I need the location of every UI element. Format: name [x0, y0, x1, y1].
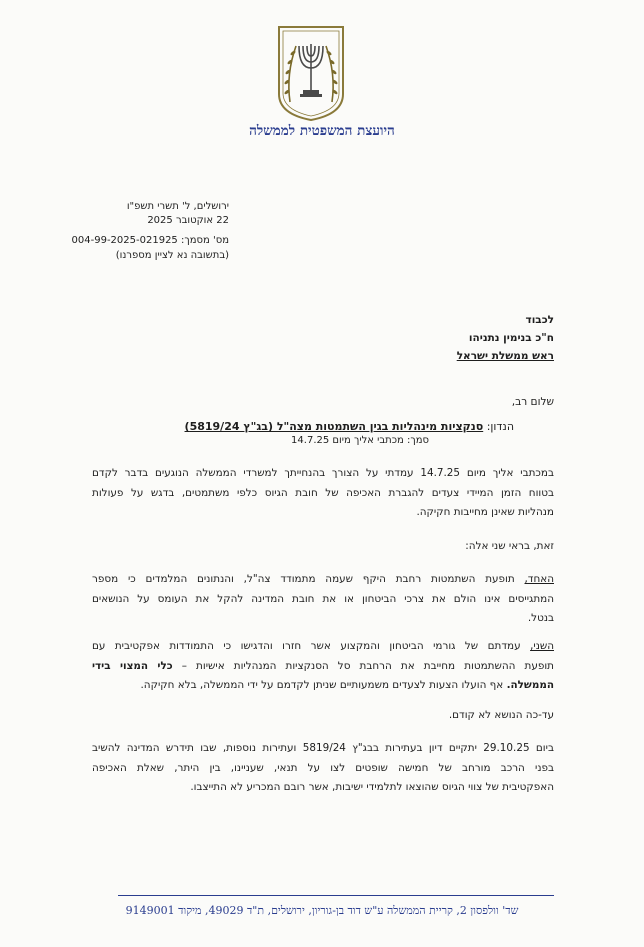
place-date: ירושלים, ל' תשרי תשפ"ו: [126, 201, 229, 212]
recipient-title: ראש ממשלת ישראל: [456, 350, 554, 362]
gregorian-date: 22 אוקטובר 2025: [147, 215, 229, 226]
paragraph-text: תופעת ההשתמטות מחייבת את הרחבת סל הסנקציות המנהליות אישיות –: [172, 659, 554, 672]
subject-line: [185, 420, 514, 433]
recipient-honorific: לכבוד: [525, 314, 554, 326]
footer-divider: [118, 895, 554, 896]
bold-text: כלי המצוי בידי: [92, 659, 173, 672]
paragraph-text: תופעת השתמטות רחבת היקף שעמה מתמודד צה"ל, והנתונים המלמדים כי מספר: [92, 573, 525, 585]
second-point-lead: השני,: [530, 640, 554, 652]
subject-prefix: הנדון:: [486, 420, 514, 433]
document-number: מס' מסמך: 004-99-2025-021925: [71, 235, 229, 246]
paragraph-4: [92, 637, 554, 696]
subject-reference: סמך: מכתבי אליך מיום 14.7.25: [291, 435, 429, 446]
paragraph-5: [92, 706, 554, 726]
paragraph-3: [92, 570, 554, 629]
paragraph-text: אף הועלו הצעות לצעדים משמעותיים שניתן לקדמם על ידי הממשלה, בלא חקיקה.: [140, 679, 507, 691]
paragraph-line: בטווח הזמן המיידי צעדים להגברת האכיפה של חובת הגיוס כלפי משתמטים, בדגש על פעולות: [92, 486, 554, 499]
paragraph-text: עמדתם של גורמי הביטחון והמקצוע אשר חזרו והדגישו כי התמודדות אפקטיבית עם: [92, 640, 531, 652]
bold-text: הממשלה.: [506, 679, 554, 691]
state-emblem-icon: [276, 24, 346, 122]
paragraph-line: האפקטיבית של צווי הגיוס שהוצאו לתלמידי ישיבות, אשר רובם המכריע לא התייצבו.: [190, 781, 554, 793]
subject-text: סנקציות מינהליות בגין השתמטות מצה"ל (בג"ץ 5819/24): [184, 420, 484, 433]
paragraph-1: [92, 464, 554, 523]
paragraph-line: [92, 637, 554, 657]
paragraph-line: [92, 570, 554, 590]
paragraph-line: זאת, בראי שני אלה:: [465, 540, 554, 552]
footer-address: שד' וולפסון 2, קריית הממשלה ע"ש דוד בן-גוריון, ירושלים, ת"ד 49029, מיקוד 9149001: [125, 904, 519, 917]
paragraph-line: [92, 676, 554, 696]
reply-note: (בתשובה נא לציין מספרנו): [115, 250, 229, 261]
paragraph-line: עד-כה הנושא לא קודם.: [448, 709, 554, 721]
paragraph-line: [92, 657, 554, 677]
paragraph-6: [92, 739, 554, 798]
greeting: שלום רב,: [511, 396, 554, 408]
recipient-name: ח"כ בנימין נתניהו: [468, 332, 554, 344]
paragraph-line: ביום 29.10.25 יתקיים דיון בעתירות בבג"ץ 5819/24 ועתירות נוספות, שבו תידרש המדינה להשיב: [92, 742, 554, 754]
paragraph-line: מנהליות שאינן מחייבות חקיקה.: [416, 506, 554, 518]
paragraph-2: [92, 537, 554, 557]
paragraph-line: בפני הרכב מורחב של חמישה שופטים לצו על תנאי, שעניינו, בין היתר, שאלת האכיפה: [92, 761, 554, 774]
paragraph-line: המתגייסים אינו הולם את צרכי הביטחון או את חובת המדינה להקל את העומס על הנושאים: [92, 592, 554, 605]
paragraph-line: במכתבי אליך מיום 14.7.25 עמדתי על הצורך בהנחייתך למשרדי הממשלה הנוגעים בדבר לקדם: [92, 467, 554, 479]
office-name: היועצת המשפטית לממשלה: [249, 123, 395, 139]
first-point-lead: האחד,: [524, 573, 554, 585]
paragraph-line: בנטל.: [527, 612, 554, 624]
